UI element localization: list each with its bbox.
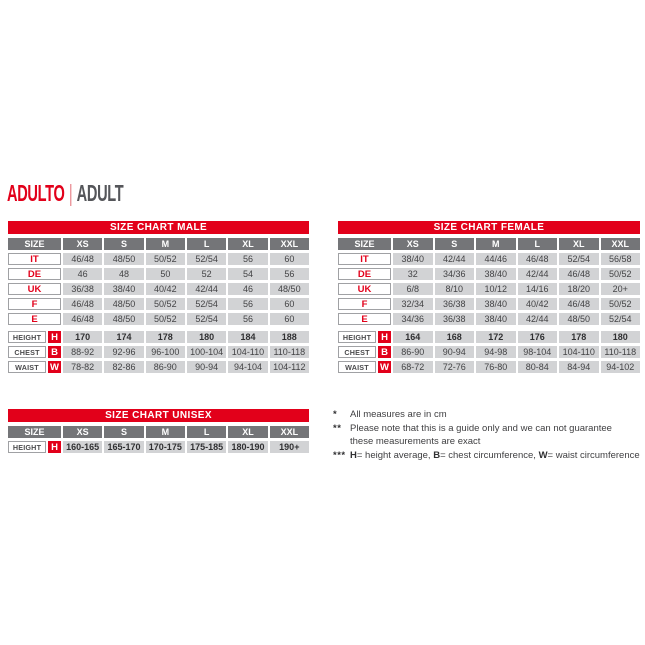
size-value-cell: 46 [228, 283, 267, 295]
column-header-s: S [104, 238, 143, 250]
measure-value-cell: 184 [228, 331, 267, 343]
size-value-cell: 52/54 [601, 313, 641, 325]
footnote-legend [333, 449, 645, 462]
measure-value-cell: 84-94 [559, 361, 599, 373]
size-grid [8, 238, 309, 373]
size-value-cell: 54 [228, 268, 267, 280]
size-value-cell: 46/48 [559, 268, 599, 280]
size-value-cell: 48/50 [104, 298, 143, 310]
measure-value-cell: 178 [146, 331, 185, 343]
size-value-cell: 52/54 [187, 313, 226, 325]
size-value-cell: 50/52 [146, 313, 185, 325]
size-value-cell: 38/40 [476, 313, 516, 325]
measure-value-cell: 76-80 [476, 361, 516, 373]
measure-value-cell: 104-112 [270, 361, 309, 373]
column-header-l: L [187, 238, 226, 250]
size-value-cell: 52/54 [559, 253, 599, 265]
size-value-cell: 60 [270, 313, 309, 325]
size-value-cell: 20+ [601, 283, 641, 295]
column-header-xs: XS [393, 238, 433, 250]
table-title-bar: SIZE CHART MALE [8, 221, 309, 234]
size-value-cell: 42/44 [187, 283, 226, 295]
column-header-m: M [146, 426, 185, 438]
measure-value-cell: 170-175 [146, 441, 185, 453]
measure-value-cell: 190+ [270, 441, 309, 453]
size-value-cell: 52/54 [187, 253, 226, 265]
measure-letter-b: B [48, 346, 61, 358]
size-value-cell: 36/38 [63, 283, 102, 295]
measure-value-cell: 110-118 [601, 346, 641, 358]
size-value-cell: 56 [228, 313, 267, 325]
row-label-it: IT [338, 253, 391, 265]
row-label-e: E [338, 313, 391, 325]
size-value-cell: 56 [228, 298, 267, 310]
measure-label-height: HEIGHT [8, 331, 46, 343]
column-header-xs: XS [63, 238, 102, 250]
size-value-cell: 50/52 [146, 253, 185, 265]
size-header-cell: SIZE [8, 238, 61, 250]
size-value-cell: 50/52 [146, 298, 185, 310]
size-value-cell: 48/50 [104, 253, 143, 265]
size-value-cell: 10/12 [476, 283, 516, 295]
size-value-cell: 46/48 [63, 313, 102, 325]
size-value-cell: 52 [187, 268, 226, 280]
size-value-cell: 38/40 [476, 268, 516, 280]
measure-value-cell: 160-165 [63, 441, 102, 453]
row-label-uk: UK [8, 283, 61, 295]
page-title-secondary: ADULT [76, 180, 124, 206]
measure-value-cell: 96-100 [146, 346, 185, 358]
table-title-bar: SIZE CHART UNISEX [8, 409, 309, 422]
measure-value-cell: 180 [601, 331, 641, 343]
measure-value-cell: 172 [476, 331, 516, 343]
size-value-cell: 56 [228, 253, 267, 265]
row-label-it: IT [8, 253, 61, 265]
size-value-cell: 46/48 [518, 253, 558, 265]
size-value-cell: 42/44 [435, 253, 475, 265]
column-header-l: L [187, 426, 226, 438]
size-value-cell: 46/48 [63, 298, 102, 310]
size-value-cell: 40/42 [146, 283, 185, 295]
measure-label-chest: CHEST [338, 346, 376, 358]
size-value-cell: 48/50 [559, 313, 599, 325]
measure-value-cell: 82-86 [104, 361, 143, 373]
page-title [7, 180, 123, 207]
measure-value-cell: 78-82 [63, 361, 102, 373]
measure-value-cell: 68-72 [393, 361, 433, 373]
measure-value-cell: 86-90 [146, 361, 185, 373]
measure-value-cell: 80-84 [518, 361, 558, 373]
column-header-xs: XS [63, 426, 102, 438]
size-value-cell: 56 [270, 268, 309, 280]
footnote-guide-only [333, 422, 645, 448]
size-value-cell: 50/52 [601, 268, 641, 280]
size-value-cell: 60 [270, 298, 309, 310]
row-label-uk: UK [338, 283, 391, 295]
measure-value-cell: 98-104 [518, 346, 558, 358]
size-value-cell: 40/42 [518, 298, 558, 310]
measure-value-cell: 188 [270, 331, 309, 343]
measure-value-cell: 90-94 [187, 361, 226, 373]
size-header-cell: SIZE [8, 426, 61, 438]
column-header-xxl: XXL [601, 238, 641, 250]
size-header-cell: SIZE [338, 238, 391, 250]
measure-value-cell: 180-190 [228, 441, 267, 453]
size-value-cell: 46 [63, 268, 102, 280]
measure-letter-h: H [48, 331, 61, 343]
measure-letter-w: W [48, 361, 61, 373]
size-chart-female-table [338, 221, 640, 373]
measure-value-cell: 168 [435, 331, 475, 343]
footnote-line1: Please note that this is a guide only and we can not guarantee [350, 423, 612, 434]
column-header-l: L [518, 238, 558, 250]
measure-value-cell: 180 [187, 331, 226, 343]
footnotes [333, 408, 645, 463]
footnote-line2: these measurements are exact [350, 436, 481, 447]
measure-value-cell: 110-118 [270, 346, 309, 358]
size-value-cell: 42/44 [518, 313, 558, 325]
size-chart-male-table [8, 221, 309, 373]
measure-letter-w: W [378, 361, 391, 373]
size-value-cell: 52/54 [187, 298, 226, 310]
measure-value-cell: 170 [63, 331, 102, 343]
measure-value-cell: 72-76 [435, 361, 475, 373]
measure-value-cell: 176 [518, 331, 558, 343]
column-header-s: S [104, 426, 143, 438]
measure-value-cell: 88-92 [63, 346, 102, 358]
column-header-xxl: XXL [270, 426, 309, 438]
measure-label-waist: WAIST [8, 361, 46, 373]
size-value-cell: 38/40 [476, 298, 516, 310]
size-value-cell: 50/52 [601, 298, 641, 310]
size-value-cell: 32/34 [393, 298, 433, 310]
size-value-cell: 48 [104, 268, 143, 280]
measure-label-height: HEIGHT [8, 441, 46, 453]
column-header-m: M [476, 238, 516, 250]
footnote-text [350, 422, 612, 448]
size-value-cell: 32 [393, 268, 433, 280]
measure-value-cell: 104-110 [228, 346, 267, 358]
size-grid [8, 426, 309, 453]
size-value-cell: 46/48 [63, 253, 102, 265]
measure-value-cell: 92-96 [104, 346, 143, 358]
footnote-measures-cm [333, 408, 645, 421]
column-header-xl: XL [228, 426, 267, 438]
page-title-primary: ADULTO [7, 180, 65, 206]
legend-w: W [538, 450, 548, 461]
size-value-cell: 36/38 [435, 298, 475, 310]
legend-w-text: = waist circumference [547, 450, 640, 461]
legend-b: B [433, 450, 441, 461]
row-label-e: E [8, 313, 61, 325]
measure-value-cell: 90-94 [435, 346, 475, 358]
column-header-m: M [146, 238, 185, 250]
page-title-separator: | [68, 180, 73, 206]
size-value-cell: 48/50 [104, 313, 143, 325]
size-chart-unisex-table [8, 409, 309, 453]
table-title-bar: SIZE CHART FEMALE [338, 221, 640, 234]
size-value-cell: 46/48 [559, 298, 599, 310]
size-value-cell: 42/44 [518, 268, 558, 280]
measure-value-cell: 94-104 [228, 361, 267, 373]
size-value-cell: 60 [270, 253, 309, 265]
footnote-text: All measures are in cm [350, 409, 447, 420]
row-label-de: DE [8, 268, 61, 280]
legend-b-text: = chest circumference, [440, 450, 539, 461]
measure-letter-h: H [48, 441, 61, 453]
size-value-cell: 34/36 [435, 268, 475, 280]
row-label-f: F [338, 298, 391, 310]
size-grid [338, 238, 640, 373]
column-header-s: S [435, 238, 475, 250]
measure-label-chest: CHEST [8, 346, 46, 358]
measure-value-cell: 164 [393, 331, 433, 343]
size-value-cell: 8/10 [435, 283, 475, 295]
size-value-cell: 56/58 [601, 253, 641, 265]
size-value-cell: 48/50 [270, 283, 309, 295]
row-label-f: F [8, 298, 61, 310]
measure-value-cell: 104-110 [559, 346, 599, 358]
measure-letter-b: B [378, 346, 391, 358]
size-value-cell: 34/36 [393, 313, 433, 325]
measure-value-cell: 100-104 [187, 346, 226, 358]
size-value-cell: 14/16 [518, 283, 558, 295]
measure-value-cell: 94-98 [476, 346, 516, 358]
size-value-cell: 44/46 [476, 253, 516, 265]
measure-value-cell: 94-102 [601, 361, 641, 373]
measure-value-cell: 86-90 [393, 346, 433, 358]
row-label-de: DE [338, 268, 391, 280]
measure-letter-h: H [378, 331, 391, 343]
column-header-xl: XL [559, 238, 599, 250]
measure-label-waist: WAIST [338, 361, 376, 373]
size-value-cell: 36/38 [435, 313, 475, 325]
footnote-marker: * [333, 409, 338, 420]
size-value-cell: 6/8 [393, 283, 433, 295]
footnote-marker: *** [333, 450, 346, 461]
measure-value-cell: 175-185 [187, 441, 226, 453]
legend-h: H [350, 450, 357, 461]
footnote-marker: ** [333, 423, 342, 434]
legend-h-text: = height average, [356, 450, 434, 461]
column-header-xl: XL [228, 238, 267, 250]
column-header-xxl: XXL [270, 238, 309, 250]
measure-value-cell: 165-170 [104, 441, 143, 453]
size-value-cell: 18/20 [559, 283, 599, 295]
measure-label-height: HEIGHT [338, 331, 376, 343]
size-value-cell: 38/40 [104, 283, 143, 295]
measure-value-cell: 174 [104, 331, 143, 343]
measure-value-cell: 178 [559, 331, 599, 343]
footnote-text [350, 449, 640, 462]
size-value-cell: 38/40 [393, 253, 433, 265]
size-value-cell: 50 [146, 268, 185, 280]
